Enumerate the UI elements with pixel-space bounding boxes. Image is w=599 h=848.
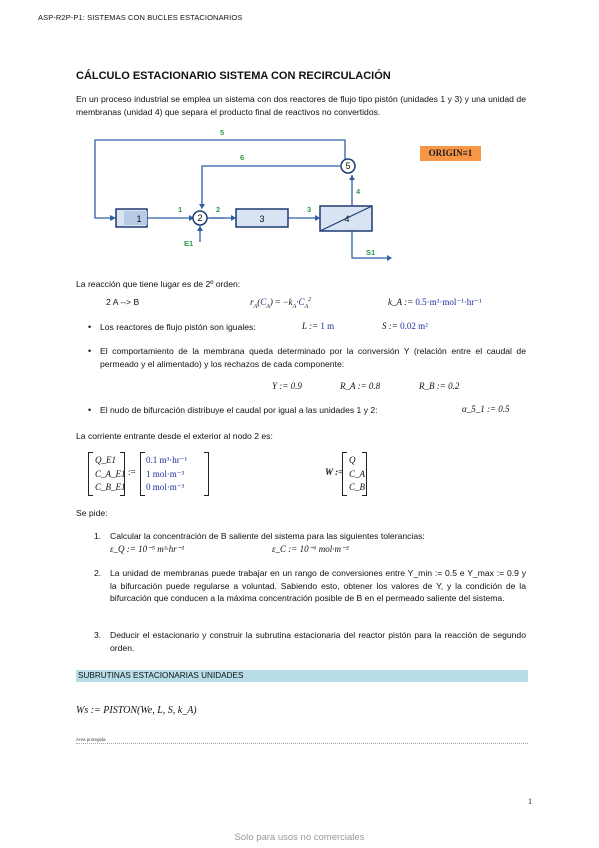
- tolerance-C: ε_C := 10⁻⁶ mol·m⁻³: [272, 544, 349, 554]
- conversion-Y: Y := 0.9: [272, 381, 302, 391]
- rate-constant: k_A := 0.5·m³·mol⁻¹·hr⁻¹: [388, 297, 482, 307]
- protected-area-label: Área protegida: [76, 737, 106, 742]
- footer-watermark: Solo para usos no comerciales: [234, 832, 365, 843]
- page-number: 1: [528, 797, 532, 806]
- intro-paragraph: En un proceso industrial se emplea un sistema con dos reactores de flujo tipo pistón (unidades 1 y 3) y una unidad de membranas (unidad 4) que separa el producto final de reactivos no convertidos.: [76, 94, 526, 117]
- subroutine-call: Ws := PISTON(We, L, S, k_A): [76, 705, 197, 716]
- section-value: S := 0.02 m²: [382, 321, 428, 331]
- bullet-node: El nudo de bifurcación distribuye el caudal por igual a las unidades 1 y 2:: [100, 405, 378, 415]
- stream-label-5: 5: [220, 130, 225, 137]
- rate-expression: $r_A(C_A) = -k_A\cdot C_A^2$: [250, 297, 312, 310]
- bullet-membrane: El comportamiento de la membrana queda determinado por la conversión Y (relación entre el caudal de permeado y el alimentado) y los rechazos de cada componente:: [100, 346, 526, 369]
- stream-label-2: 2: [216, 205, 221, 214]
- document-header: ASP-R2P-P1: SISTEMAS CON BUCLES ESTACIONARIOS: [38, 13, 243, 22]
- unit-3-label: 3: [259, 214, 265, 224]
- rejection-RB: R_B := 0.2: [419, 381, 460, 391]
- unit-1-label: 1: [136, 214, 142, 224]
- stream-label-1: 1: [178, 205, 183, 214]
- stream-6-line: [202, 166, 340, 204]
- unit-4-label: 4: [344, 214, 350, 224]
- ask-item-1: Calcular la concentración de B saliente del sistema para las siguientes tolerancias:: [110, 531, 425, 541]
- reaction-label: La reacción que tiene lugar es de 2º orden:: [76, 279, 241, 289]
- protected-area-divider: [76, 743, 528, 744]
- W-label: W :=: [325, 467, 344, 477]
- stream-label-S1: S1: [366, 248, 376, 257]
- ask-item-2: La unidad de membranas puede trabajar en un rango de conversiones entre Y_min := 0.5 e Y_max := 0.9 y la bifurcación puede regularse a voluntad. Sabiendo esto, obtener los valores de Y, y la condición de la bifurcación que conducen a la máxima concentración posible de B en el permeado saliente del sistema.: [110, 568, 526, 603]
- unit-2-label: 2: [197, 213, 203, 223]
- reaction-equation: 2 A --> B: [106, 297, 140, 307]
- bullet-reactors: Los reactores de flujo pistón son iguales:: [100, 322, 256, 332]
- asks-label: Se pide:: [76, 508, 108, 518]
- process-diagram: [90, 130, 420, 270]
- stream-label-6: 6: [240, 153, 245, 162]
- tolerance-Q: ε_Q := 10⁻⁵ m³·hr⁻¹: [110, 544, 185, 554]
- split-fraction: α_5_1 := 0.5: [462, 404, 510, 414]
- stream-label-4: 4: [356, 187, 361, 196]
- W-vars: Q C_A C_B: [349, 455, 366, 492]
- section-bar: SUBRUTINAS ESTACIONARIAS UNIDADES: [76, 670, 528, 682]
- ask-item-3: Deducir el estacionario y construir la subrutina estacionaria del reactor pistón para la reacción de segundo orden.: [110, 630, 526, 653]
- origin-badge: ORIGIN≡1: [420, 146, 481, 161]
- rejection-RA: R_A := 0.8: [340, 381, 381, 391]
- stream-label-3: 3: [307, 205, 312, 214]
- page-title: CÁLCULO ESTACIONARIO SISTEMA CON RECIRCULACIÓN: [76, 70, 391, 82]
- stream-label-E1: E1: [184, 239, 194, 248]
- unit-5-label: 5: [345, 161, 351, 171]
- inlet-label: La corriente entrante desde el exterior al nodo 2 es:: [76, 431, 273, 441]
- inlet-vars: Q_E1 C_A_E1 C_B_E1: [95, 455, 126, 492]
- inlet-values: 0.1 m³·hr⁻¹ 1 mol·m⁻³ 0 mol·m⁻³: [146, 455, 188, 492]
- length-value: L := 1 m: [302, 321, 335, 331]
